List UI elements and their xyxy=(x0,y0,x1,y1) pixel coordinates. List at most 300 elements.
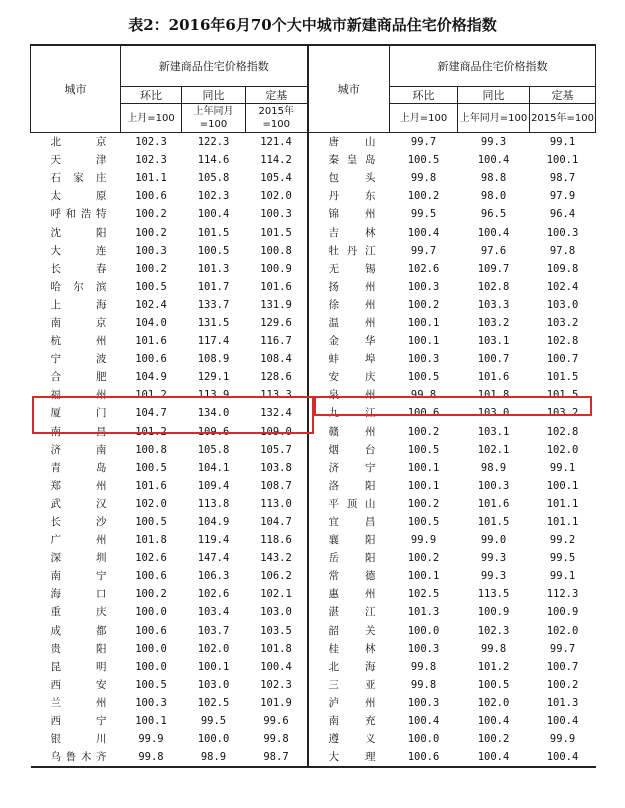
city-name-right: 襄阳 xyxy=(308,531,390,549)
mom-value-left: 101.1 xyxy=(135,172,167,185)
yoy-value-left: 114.6 xyxy=(197,154,230,167)
yoy-value-left: 103.0 xyxy=(197,678,230,691)
city-name-left: 成都 xyxy=(50,624,107,637)
yoy-value-left: 109.4 xyxy=(197,479,230,492)
city-name-right: 桂林 xyxy=(308,640,390,658)
base-sub-left: 2015年=100 xyxy=(246,104,308,133)
mom-value-left: 100.0 xyxy=(135,642,167,655)
table-row xyxy=(31,314,596,332)
base-value-right: 99.9 xyxy=(549,733,576,746)
base-value-right: 100.3 xyxy=(546,226,579,239)
city-name-right: 蚌埠 xyxy=(308,350,390,368)
city-name-left: 广州 xyxy=(50,534,107,547)
mom-value-right: 100.2 xyxy=(407,425,440,438)
table-row xyxy=(31,332,596,350)
table-row xyxy=(31,133,596,152)
city-name-right: 大理 xyxy=(308,748,390,767)
mom-value-right: 99.5 xyxy=(410,208,437,221)
base-value-right: 100.1 xyxy=(546,154,579,167)
city-name-left: 乌鲁木齐 xyxy=(50,751,107,764)
city-name-right: 锦州 xyxy=(308,205,390,223)
mom-value-left: 101.6 xyxy=(135,479,167,492)
mom-value-right: 100.1 xyxy=(407,570,440,583)
yoy-value-right: 100.4 xyxy=(477,751,510,764)
city-name-right: 徐州 xyxy=(308,296,390,314)
table-row xyxy=(31,495,596,513)
base-value-right: 103.0 xyxy=(546,298,579,311)
base-value-left: 101.8 xyxy=(260,642,292,655)
yoy-value-right: 102.0 xyxy=(477,696,510,709)
yoy-value-left: 104.9 xyxy=(197,516,230,529)
yoy-value-left: 147.4 xyxy=(197,552,230,565)
yoy-value-left: 104.1 xyxy=(197,461,230,474)
base-value-left: 103.5 xyxy=(260,624,292,637)
city-name-right: 洛阳 xyxy=(308,477,390,495)
mom-value-right: 99.7 xyxy=(390,133,458,152)
city-name-left: 上海 xyxy=(50,298,107,311)
city-name-left: 重庆 xyxy=(50,606,107,619)
base-value-left: 113.0 xyxy=(260,497,292,510)
city-name-right: 南充 xyxy=(308,712,390,730)
base-value-left: 116.7 xyxy=(260,335,292,348)
city-name-right: 烟台 xyxy=(308,441,390,459)
city-name-right: 温州 xyxy=(308,314,390,332)
mom-value-left: 100.5 xyxy=(135,678,167,691)
mom-value-left: 100.8 xyxy=(135,443,167,456)
table-row xyxy=(31,350,596,368)
mom-value-right: 100.1 xyxy=(407,335,440,348)
mom-sub-left: 上月=100 xyxy=(121,104,182,133)
mom-value-left: 104.7 xyxy=(135,407,167,420)
base-value-right: 101.1 xyxy=(546,497,579,510)
base-value-right: 103.2 xyxy=(546,316,579,329)
yoy-value-left: 105.8 xyxy=(197,443,230,456)
mom-value-right: 100.2 xyxy=(407,190,440,203)
base-value-right: 100.1 xyxy=(546,479,579,492)
mom-value-left: 100.2 xyxy=(135,208,167,221)
yoy-value-right: 102.1 xyxy=(477,443,510,456)
base-value-right: 100.7 xyxy=(546,660,579,673)
yoy-value-right: 113.5 xyxy=(477,588,510,601)
city-name-right: 宜昌 xyxy=(308,513,390,531)
mom-value-right: 100.5 xyxy=(407,516,440,529)
yoy-value-right: 103.3 xyxy=(477,298,510,311)
yoy-value-right: 101.6 xyxy=(477,371,510,384)
yoy-value-left: 100.5 xyxy=(197,244,230,257)
base-value-right: 101.5 xyxy=(546,371,579,384)
city-name-right: 牡丹江 xyxy=(308,242,390,260)
base-value-left: 104.7 xyxy=(260,516,292,529)
base-value-left: 101.5 xyxy=(260,226,292,239)
city-name-left: 海口 xyxy=(50,588,107,601)
table-row xyxy=(31,640,596,658)
table-row xyxy=(31,459,596,477)
city-name-right: 安庆 xyxy=(308,368,390,386)
yoy-value-left: 101.3 xyxy=(197,262,230,275)
base-value-left: 100.9 xyxy=(260,262,292,275)
city-name-right: 遵义 xyxy=(308,730,390,748)
yoy-value-right: 100.4 xyxy=(477,154,510,167)
base-value-left: 98.7 xyxy=(263,751,289,764)
base-value-left: 128.6 xyxy=(260,371,292,384)
base-value-right: 101.5 xyxy=(546,389,579,402)
mom-value-right: 100.2 xyxy=(407,298,440,311)
base-value-right: 100.7 xyxy=(546,353,579,366)
base-value-right: 98.7 xyxy=(549,172,576,185)
mom-value-left: 102.0 xyxy=(135,497,167,510)
base-value-right: 99.1 xyxy=(530,133,596,152)
table-row xyxy=(31,585,596,603)
table-row xyxy=(31,658,596,676)
city-name-right: 秦皇岛 xyxy=(308,151,390,169)
table-row xyxy=(31,676,596,694)
yoy-value-right: 100.7 xyxy=(477,353,510,366)
base-value-right: 100.2 xyxy=(546,678,579,691)
city-name-left: 西宁 xyxy=(50,715,107,728)
table-row xyxy=(31,513,596,531)
city-name-right: 金华 xyxy=(308,332,390,350)
mom-value-right: 99.8 xyxy=(410,678,437,691)
mom-sub-right: 上月=100 xyxy=(390,104,458,133)
city-name-left: 呼和浩特 xyxy=(50,208,107,221)
city-name-left: 石家庄 xyxy=(50,172,107,185)
city-name-right: 泉州 xyxy=(308,386,390,404)
city-name-right: 北海 xyxy=(308,658,390,676)
yoy-value-right: 100.2 xyxy=(477,733,510,746)
yoy-value-right: 100.5 xyxy=(477,678,510,691)
mom-value-right: 101.3 xyxy=(407,606,440,619)
yoy-value-right: 101.2 xyxy=(477,660,510,673)
city-name-left: 南昌 xyxy=(50,425,107,438)
base-value-left: 143.2 xyxy=(260,552,292,565)
city-name-right: 常德 xyxy=(308,567,390,585)
yoy-value-left: 102.3 xyxy=(197,190,230,203)
mom-value-left: 100.5 xyxy=(135,516,167,529)
city-name-right: 包头 xyxy=(308,169,390,187)
base-value-right: 97.9 xyxy=(549,190,576,203)
city-name-left: 长沙 xyxy=(50,516,107,529)
mom-value-left: 100.0 xyxy=(135,660,167,673)
base-value-right: 102.0 xyxy=(546,443,579,456)
mom-value-right: 100.3 xyxy=(407,280,440,293)
yoy-value-right: 103.1 xyxy=(477,335,510,348)
mom-value-right: 100.3 xyxy=(407,353,440,366)
base-header-right: 定基 xyxy=(530,87,596,104)
base-value-left: 101.9 xyxy=(260,696,292,709)
table-row xyxy=(31,169,596,187)
mom-value-left: 101.8 xyxy=(135,534,167,547)
price-index-table xyxy=(30,44,596,768)
mom-value-left: 100.6 xyxy=(135,570,167,583)
city-name-right: 唐山 xyxy=(308,133,390,152)
city-name-right: 泸州 xyxy=(308,694,390,712)
mom-value-right: 100.2 xyxy=(407,497,440,510)
base-value-left: 102.3 xyxy=(260,678,292,691)
base-value-left: 99.6 xyxy=(263,715,289,728)
yoy-value-left: 98.9 xyxy=(200,751,227,764)
base-value-left: 132.4 xyxy=(260,407,292,420)
yoy-value-right: 97.6 xyxy=(480,244,507,257)
table-row xyxy=(31,622,596,640)
city-name-right: 惠州 xyxy=(308,585,390,603)
mom-value-right: 100.4 xyxy=(407,226,440,239)
yoy-value-right: 101.8 xyxy=(477,389,510,402)
mom-value-left: 100.6 xyxy=(135,353,167,366)
base-value-left: 129.6 xyxy=(260,316,292,329)
base-value-left: 102.1 xyxy=(260,588,292,601)
city-name-left: 青岛 xyxy=(50,461,107,474)
yoy-value-left: 99.5 xyxy=(200,715,227,728)
yoy-value-left: 129.1 xyxy=(197,371,230,384)
table-row xyxy=(31,386,596,404)
base-value-left: 103.8 xyxy=(260,461,292,474)
yoy-value-right: 98.9 xyxy=(480,461,507,474)
table-row xyxy=(31,531,596,549)
table-row xyxy=(31,730,596,748)
yoy-value-right: 98.0 xyxy=(480,190,507,203)
base-value-left: 109.0 xyxy=(260,425,292,438)
city-name-left: 厦门 xyxy=(50,407,107,420)
base-value-right: 102.8 xyxy=(546,425,579,438)
base-value-left: 105.4 xyxy=(260,172,292,185)
mom-value-left: 100.2 xyxy=(135,262,167,275)
yoy-value-left: 117.4 xyxy=(197,335,230,348)
base-value-right: 96.4 xyxy=(549,208,576,221)
base-value-right: 99.1 xyxy=(549,570,576,583)
base-value-right: 102.0 xyxy=(546,624,579,637)
mom-value-left: 100.2 xyxy=(135,588,167,601)
mom-value-left: 101.6 xyxy=(135,335,167,348)
city-name-left: 哈尔滨 xyxy=(50,280,107,293)
yoy-value-left: 103.4 xyxy=(197,606,230,619)
base-value-right: 99.2 xyxy=(549,534,576,547)
table-row xyxy=(31,242,596,260)
base-value-right: 100.4 xyxy=(546,715,579,728)
yoy-value-right: 99.8 xyxy=(480,642,507,655)
yoy-value-left: 101.5 xyxy=(197,226,230,239)
yoy-value-left: 109.6 xyxy=(197,425,230,438)
city-header-left: 城市 xyxy=(31,45,121,133)
base-value-left: 105.7 xyxy=(260,443,292,456)
base-value-left: 103.0 xyxy=(260,606,292,619)
mom-value-left: 101.2 xyxy=(135,389,167,402)
mom-header-left: 环比 xyxy=(121,87,182,104)
base-value-left: 118.6 xyxy=(260,534,292,547)
table-row xyxy=(31,748,596,767)
base-value-left: 102.0 xyxy=(260,190,292,203)
mom-value-left: 100.5 xyxy=(135,280,167,293)
mom-value-left: 104.0 xyxy=(135,316,167,329)
yoy-value-right: 99.3 xyxy=(480,570,507,583)
yoy-value-left: 133.7 xyxy=(197,298,230,311)
mom-value-left: 100.6 xyxy=(135,624,167,637)
mom-value-right: 100.6 xyxy=(407,751,440,764)
mom-value-right: 100.1 xyxy=(407,479,440,492)
mom-value-left: 100.1 xyxy=(135,715,167,728)
city-name-left: 贵阳 xyxy=(50,642,107,655)
yoy-value-right: 99.0 xyxy=(480,534,507,547)
yoy-value-right: 98.8 xyxy=(480,172,507,185)
mom-value-right: 99.9 xyxy=(410,534,437,547)
mom-value-right: 99.8 xyxy=(410,660,437,673)
city-name-right: 扬州 xyxy=(308,278,390,296)
mom-value-right: 100.3 xyxy=(407,642,440,655)
table-title: 表2：2016年6月70个大中城市新建商品住宅价格指数 xyxy=(128,16,497,34)
city-name-left: 北京 xyxy=(31,133,121,152)
city-name-left: 大连 xyxy=(50,244,107,257)
yoy-value-left: 134.0 xyxy=(197,407,230,420)
city-name-right: 济宁 xyxy=(308,459,390,477)
city-name-left: 西安 xyxy=(50,678,107,691)
city-name-left: 杭州 xyxy=(50,335,107,348)
mom-value-left: 99.9 xyxy=(138,733,164,746)
city-name-left: 太原 xyxy=(50,190,107,203)
base-value-left: 100.8 xyxy=(260,244,292,257)
city-name-left: 深圳 xyxy=(50,552,107,565)
city-name-right: 赣州 xyxy=(308,423,390,441)
mom-value-right: 100.0 xyxy=(407,624,440,637)
yoy-value-right: 101.6 xyxy=(477,497,510,510)
base-value-left: 108.4 xyxy=(260,353,292,366)
yoy-value-right: 100.3 xyxy=(477,479,510,492)
base-value-right: 99.5 xyxy=(549,552,576,565)
mom-value-left: 102.6 xyxy=(135,552,167,565)
base-value-right: 102.4 xyxy=(546,280,579,293)
yoy-value-left: 100.4 xyxy=(197,208,230,221)
yoy-value-left: 102.0 xyxy=(197,642,230,655)
yoy-value-left: 102.6 xyxy=(197,588,230,601)
table-row xyxy=(31,260,596,278)
mom-value-right: 100.6 xyxy=(407,407,440,420)
mom-value-left: 101.2 xyxy=(135,425,167,438)
mom-value-right: 100.2 xyxy=(407,552,440,565)
mom-value-left: 102.3 xyxy=(121,133,182,152)
city-name-right: 三亚 xyxy=(308,676,390,694)
base-value-left: 101.6 xyxy=(260,280,292,293)
yoy-value-right: 101.5 xyxy=(477,516,510,529)
table-row xyxy=(31,187,596,205)
mom-value-left: 100.6 xyxy=(135,190,167,203)
yoy-sub-right: 上年同月=100 xyxy=(458,104,530,133)
yoy-value-left: 113.8 xyxy=(197,497,230,510)
base-header-left: 定基 xyxy=(246,87,308,104)
mom-value-right: 100.5 xyxy=(407,371,440,384)
yoy-value-left: 100.1 xyxy=(197,660,230,673)
table-row xyxy=(31,278,596,296)
yoy-value-right: 96.5 xyxy=(480,208,507,221)
table-row xyxy=(31,296,596,314)
base-value-left: 100.3 xyxy=(260,208,292,221)
group-header-right: 新建商品住宅价格指数 xyxy=(390,45,596,87)
yoy-value-left: 102.5 xyxy=(197,696,230,709)
mom-value-right: 100.0 xyxy=(407,733,440,746)
base-value-right: 99.1 xyxy=(549,461,576,474)
yoy-value-left: 101.7 xyxy=(197,280,230,293)
yoy-value-left: 108.9 xyxy=(197,353,230,366)
base-value-right: 100.9 xyxy=(546,606,579,619)
table-row xyxy=(31,368,596,386)
base-value-left: 106.2 xyxy=(260,570,292,583)
mom-value-left: 100.3 xyxy=(135,244,167,257)
city-name-left: 南京 xyxy=(50,316,107,329)
city-name-left: 武汉 xyxy=(50,497,107,510)
yoy-header-right: 同比 xyxy=(458,87,530,104)
base-value-right: 109.8 xyxy=(546,262,579,275)
base-sub-right: 2015年=100 xyxy=(530,104,596,133)
city-name-left: 兰州 xyxy=(50,696,107,709)
mom-value-left: 104.9 xyxy=(135,371,167,384)
table-row xyxy=(31,205,596,223)
mom-value-right: 100.3 xyxy=(407,696,440,709)
yoy-value-left: 103.7 xyxy=(197,624,230,637)
yoy-value-right: 102.8 xyxy=(477,280,510,293)
city-name-left: 银川 xyxy=(50,733,107,746)
yoy-value-left: 106.3 xyxy=(197,570,230,583)
city-name-right: 平顶山 xyxy=(308,495,390,513)
mom-value-right: 99.7 xyxy=(410,244,437,257)
mom-value-right: 100.5 xyxy=(407,443,440,456)
mom-value-left: 100.5 xyxy=(135,461,167,474)
base-value-right: 112.3 xyxy=(546,588,579,601)
base-value-right: 99.7 xyxy=(549,642,576,655)
mom-value-left: 99.8 xyxy=(138,751,164,764)
city-name-left: 沈阳 xyxy=(50,226,107,239)
mom-header-right: 环比 xyxy=(390,87,458,104)
mom-value-left: 100.2 xyxy=(135,226,167,239)
yoy-value-right: 103.0 xyxy=(477,407,510,420)
yoy-value-left: 100.0 xyxy=(197,733,230,746)
yoy-value-left: 113.9 xyxy=(197,389,230,402)
city-name-right: 岳阳 xyxy=(308,549,390,567)
base-value-left: 100.4 xyxy=(260,660,292,673)
city-name-right: 无锡 xyxy=(308,260,390,278)
yoy-value-left: 105.8 xyxy=(197,172,230,185)
base-value-right: 101.1 xyxy=(546,516,579,529)
mom-value-right: 102.6 xyxy=(407,262,440,275)
mom-value-right: 99.8 xyxy=(410,389,437,402)
table-row xyxy=(31,567,596,585)
base-value-right: 100.4 xyxy=(546,751,579,764)
city-name-right: 九江 xyxy=(308,404,390,422)
base-value-left: 131.9 xyxy=(260,298,292,311)
table-row xyxy=(31,477,596,495)
city-header-right: 城市 xyxy=(308,45,390,133)
yoy-sub-left: 上年同月=100 xyxy=(182,104,246,133)
base-value-right: 102.8 xyxy=(546,335,579,348)
city-name-left: 郑州 xyxy=(50,479,107,492)
mom-value-left: 102.3 xyxy=(135,154,167,167)
base-value-left: 99.8 xyxy=(263,733,289,746)
yoy-value-right: 100.4 xyxy=(477,226,510,239)
mom-value-left: 102.4 xyxy=(135,298,167,311)
yoy-value-right: 100.4 xyxy=(477,715,510,728)
base-value-left: 121.4 xyxy=(246,133,308,152)
table-row xyxy=(31,404,596,422)
yoy-value-right: 102.3 xyxy=(477,624,510,637)
yoy-value-right: 99.3 xyxy=(480,552,507,565)
yoy-value-left: 131.5 xyxy=(197,316,230,329)
yoy-value-left: 119.4 xyxy=(197,534,230,547)
group-header-left: 新建商品住宅价格指数 xyxy=(121,45,308,87)
yoy-value-left: 122.3 xyxy=(182,133,246,152)
city-name-right: 湛江 xyxy=(308,603,390,621)
table-body xyxy=(31,133,596,768)
mom-value-right: 102.5 xyxy=(407,588,440,601)
table-row xyxy=(31,423,596,441)
mom-value-right: 100.5 xyxy=(407,154,440,167)
mom-value-right: 100.1 xyxy=(407,461,440,474)
base-value-right: 97.8 xyxy=(549,244,576,257)
